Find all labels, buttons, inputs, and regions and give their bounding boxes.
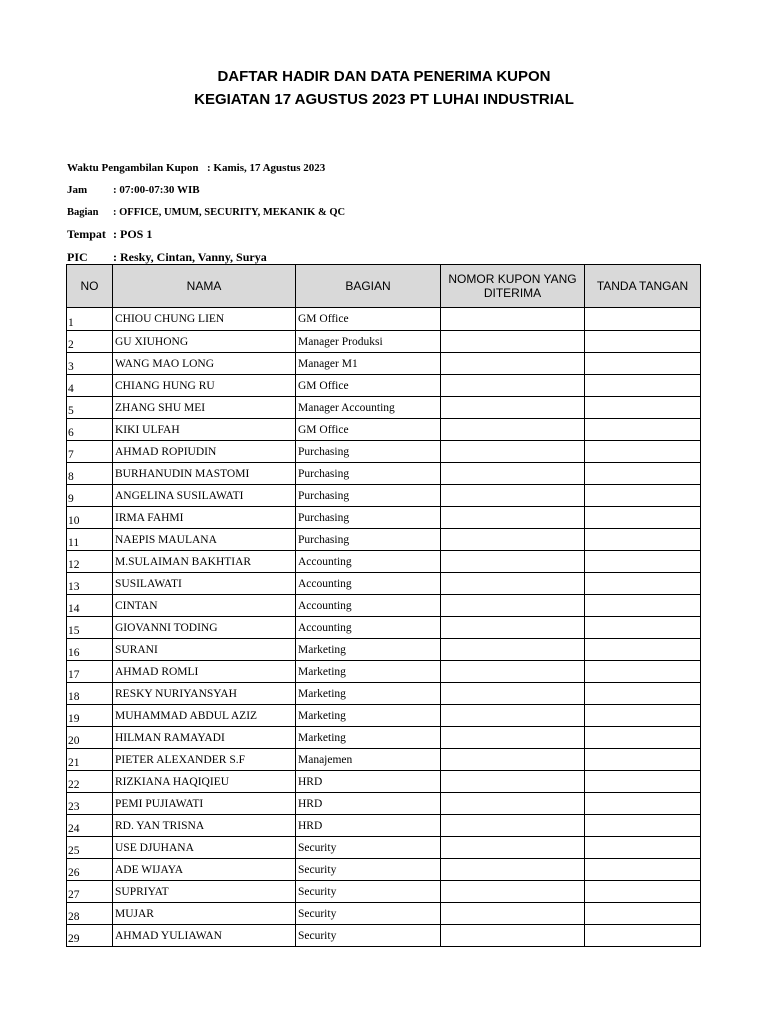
cell-nomor-kupon[interactable] bbox=[441, 683, 585, 705]
cell-nomor-kupon[interactable] bbox=[441, 771, 585, 793]
cell-nama: RD. YAN TRISNA bbox=[113, 815, 296, 837]
cell-no: 14 bbox=[67, 595, 113, 617]
cell-no: 24 bbox=[67, 815, 113, 837]
cell-tanda-tangan[interactable] bbox=[585, 903, 701, 925]
cell-no: 17 bbox=[67, 661, 113, 683]
cell-nomor-kupon[interactable] bbox=[441, 507, 585, 529]
info-bagian-value: : OFFICE, UMUM, SECURITY, MEKANIK & QC bbox=[113, 207, 346, 218]
table-row bbox=[67, 441, 701, 463]
cell-bagian: Purchasing bbox=[296, 485, 441, 507]
cell-tanda-tangan[interactable] bbox=[585, 859, 701, 881]
cell-tanda-tangan[interactable] bbox=[585, 375, 701, 397]
cell-nomor-kupon[interactable] bbox=[441, 815, 585, 837]
cell-nama: AHMAD ROMLI bbox=[113, 661, 296, 683]
cell-nomor-kupon[interactable] bbox=[441, 639, 585, 661]
header-nomor-kupon: NOMOR KUPON YANG DITERIMA bbox=[441, 265, 585, 308]
cell-bagian: Security bbox=[296, 837, 441, 859]
cell-no: 27 bbox=[67, 881, 113, 903]
cell-nomor-kupon[interactable] bbox=[441, 859, 585, 881]
cell-nomor-kupon[interactable] bbox=[441, 463, 585, 485]
cell-bagian: Accounting bbox=[296, 595, 441, 617]
cell-tanda-tangan[interactable] bbox=[585, 507, 701, 529]
cell-bagian: HRD bbox=[296, 771, 441, 793]
cell-bagian: Accounting bbox=[296, 617, 441, 639]
cell-tanda-tangan[interactable] bbox=[585, 705, 701, 727]
cell-no: 11 bbox=[67, 529, 113, 551]
cell-bagian: Purchasing bbox=[296, 463, 441, 485]
info-pic-label: PIC bbox=[67, 250, 88, 264]
cell-bagian: Marketing bbox=[296, 639, 441, 661]
cell-nama: SUSILAWATI bbox=[113, 573, 296, 595]
cell-bagian: GM Office bbox=[296, 308, 441, 331]
cell-nama: PEMI PUJIAWATI bbox=[113, 793, 296, 815]
cell-no: 18 bbox=[67, 683, 113, 705]
cell-tanda-tangan[interactable] bbox=[585, 815, 701, 837]
cell-no: 23 bbox=[67, 793, 113, 815]
cell-nama: SURANI bbox=[113, 639, 296, 661]
table-row bbox=[67, 463, 701, 485]
cell-no: 1 bbox=[67, 308, 113, 331]
table-row bbox=[67, 749, 701, 771]
table-row bbox=[67, 705, 701, 727]
cell-no: 2 bbox=[67, 331, 113, 353]
table-row bbox=[67, 793, 701, 815]
table-row bbox=[67, 771, 701, 793]
cell-no: 5 bbox=[67, 397, 113, 419]
cell-tanda-tangan[interactable] bbox=[585, 771, 701, 793]
cell-nama: PIETER ALEXANDER S.F bbox=[113, 749, 296, 771]
header-tanda-tangan: TANDA TANGAN bbox=[585, 265, 701, 308]
cell-bagian: Purchasing bbox=[296, 529, 441, 551]
info-tempat bbox=[67, 227, 152, 241]
cell-nomor-kupon[interactable] bbox=[441, 793, 585, 815]
table-row bbox=[67, 661, 701, 683]
cell-tanda-tangan[interactable] bbox=[585, 573, 701, 595]
cell-nama: SUPRIYAT bbox=[113, 881, 296, 903]
cell-tanda-tangan[interactable] bbox=[585, 837, 701, 859]
info-pic bbox=[67, 250, 267, 264]
cell-no: 25 bbox=[67, 837, 113, 859]
cell-bagian: Security bbox=[296, 881, 441, 903]
cell-tanda-tangan[interactable] bbox=[585, 661, 701, 683]
cell-bagian: Accounting bbox=[296, 573, 441, 595]
info-jam-value: : 07:00-07:30 WIB bbox=[113, 184, 200, 196]
cell-nomor-kupon[interactable] bbox=[441, 837, 585, 859]
table-row bbox=[67, 573, 701, 595]
cell-nomor-kupon[interactable] bbox=[441, 881, 585, 903]
cell-nomor-kupon[interactable] bbox=[441, 573, 585, 595]
info-jam bbox=[67, 183, 200, 197]
info-jam-label: Jam bbox=[67, 184, 88, 196]
cell-bagian: Security bbox=[296, 903, 441, 925]
cell-nama: M.SULAIMAN BAKHTIAR bbox=[113, 551, 296, 573]
cell-no: 19 bbox=[67, 705, 113, 727]
table-row bbox=[67, 595, 701, 617]
header-nama: NAMA bbox=[113, 265, 296, 308]
cell-nama: GIOVANNI TODING bbox=[113, 617, 296, 639]
table-row bbox=[67, 881, 701, 903]
header-bagian: BAGIAN bbox=[296, 265, 441, 308]
table-row bbox=[67, 353, 701, 375]
cell-tanda-tangan[interactable] bbox=[585, 881, 701, 903]
cell-no: 22 bbox=[67, 771, 113, 793]
cell-tanda-tangan[interactable] bbox=[585, 727, 701, 749]
cell-no: 13 bbox=[67, 573, 113, 595]
cell-bagian: Purchasing bbox=[296, 507, 441, 529]
cell-tanda-tangan[interactable] bbox=[585, 397, 701, 419]
cell-tanda-tangan[interactable] bbox=[585, 683, 701, 705]
cell-nama: IRMA FAHMI bbox=[113, 507, 296, 529]
table-row bbox=[67, 308, 701, 331]
cell-nama: ADE WIJAYA bbox=[113, 859, 296, 881]
cell-nama: AHMAD ROPIUDIN bbox=[113, 441, 296, 463]
cell-no: 15 bbox=[67, 617, 113, 639]
cell-nama: CINTAN bbox=[113, 595, 296, 617]
table-row bbox=[67, 617, 701, 639]
cell-nomor-kupon[interactable] bbox=[441, 331, 585, 353]
table-row bbox=[67, 419, 701, 441]
cell-nama: MUJAR bbox=[113, 903, 296, 925]
cell-nomor-kupon[interactable] bbox=[441, 375, 585, 397]
cell-nomor-kupon[interactable] bbox=[441, 441, 585, 463]
cell-nomor-kupon[interactable] bbox=[441, 727, 585, 749]
cell-tanda-tangan[interactable] bbox=[585, 639, 701, 661]
cell-nomor-kupon[interactable] bbox=[441, 903, 585, 925]
cell-bagian: Manager Produksi bbox=[296, 331, 441, 353]
cell-no: 7 bbox=[67, 441, 113, 463]
table-row bbox=[67, 859, 701, 881]
cell-tanda-tangan[interactable] bbox=[585, 925, 701, 947]
attendance-table bbox=[66, 264, 701, 947]
cell-bagian: HRD bbox=[296, 815, 441, 837]
table-row bbox=[67, 727, 701, 749]
cell-tanda-tangan[interactable] bbox=[585, 551, 701, 573]
cell-nomor-kupon[interactable] bbox=[441, 485, 585, 507]
info-waktu-label: Waktu Pengambilan Kupon bbox=[67, 162, 199, 174]
cell-nama: AHMAD YULIAWAN bbox=[113, 925, 296, 947]
cell-no: 8 bbox=[67, 463, 113, 485]
info-waktu bbox=[67, 161, 325, 175]
cell-bagian: Manager Accounting bbox=[296, 397, 441, 419]
cell-nomor-kupon[interactable] bbox=[441, 749, 585, 771]
table-row bbox=[67, 683, 701, 705]
cell-tanda-tangan[interactable] bbox=[585, 308, 701, 331]
cell-tanda-tangan[interactable] bbox=[585, 463, 701, 485]
cell-nama: RIZKIANA HAQIQIEU bbox=[113, 771, 296, 793]
table-body bbox=[67, 308, 701, 947]
cell-nomor-kupon[interactable] bbox=[441, 595, 585, 617]
cell-tanda-tangan[interactable] bbox=[585, 485, 701, 507]
cell-nomor-kupon[interactable] bbox=[441, 551, 585, 573]
cell-tanda-tangan[interactable] bbox=[585, 331, 701, 353]
cell-tanda-tangan[interactable] bbox=[585, 749, 701, 771]
info-waktu-value: : Kamis, 17 Agustus 2023 bbox=[207, 162, 326, 174]
table-row bbox=[67, 551, 701, 573]
cell-nomor-kupon[interactable] bbox=[441, 397, 585, 419]
cell-tanda-tangan[interactable] bbox=[585, 441, 701, 463]
table-row bbox=[67, 397, 701, 419]
cell-no: 12 bbox=[67, 551, 113, 573]
cell-bagian: GM Office bbox=[296, 375, 441, 397]
table-row bbox=[67, 903, 701, 925]
table-row bbox=[67, 639, 701, 661]
cell-tanda-tangan[interactable] bbox=[585, 617, 701, 639]
table-header-row bbox=[67, 265, 701, 308]
cell-nama: MUHAMMAD ABDUL AZIZ bbox=[113, 705, 296, 727]
cell-nomor-kupon[interactable] bbox=[441, 705, 585, 727]
info-bagian bbox=[67, 206, 345, 220]
cell-no: 4 bbox=[67, 375, 113, 397]
table-row bbox=[67, 331, 701, 353]
info-pic-value: : Resky, Cintan, Vanny, Surya bbox=[113, 250, 267, 264]
document-title-line-1: DAFTAR HADIR DAN DATA PENERIMA KUPON bbox=[217, 68, 551, 85]
cell-bagian: Marketing bbox=[296, 705, 441, 727]
cell-nama: KIKI ULFAH bbox=[113, 419, 296, 441]
table-row bbox=[67, 485, 701, 507]
info-tempat-label: Tempat bbox=[67, 227, 106, 241]
info-bagian-label: Bagian bbox=[67, 207, 99, 218]
cell-bagian: Marketing bbox=[296, 661, 441, 683]
header-no: NO bbox=[67, 265, 113, 308]
cell-nomor-kupon[interactable] bbox=[441, 308, 585, 331]
cell-no: 10 bbox=[67, 507, 113, 529]
cell-nama: NAEPIS MAULANA bbox=[113, 529, 296, 551]
info-tempat-value: : POS 1 bbox=[113, 227, 153, 241]
cell-tanda-tangan[interactable] bbox=[585, 353, 701, 375]
table-row bbox=[67, 815, 701, 837]
cell-nomor-kupon[interactable] bbox=[441, 419, 585, 441]
cell-nomor-kupon[interactable] bbox=[441, 925, 585, 947]
cell-nama: WANG MAO LONG bbox=[113, 353, 296, 375]
cell-bagian: Manajemen bbox=[296, 749, 441, 771]
cell-bagian: Security bbox=[296, 925, 441, 947]
table-row bbox=[67, 375, 701, 397]
table-row bbox=[67, 529, 701, 551]
cell-bagian: HRD bbox=[296, 793, 441, 815]
cell-bagian: Security bbox=[296, 859, 441, 881]
cell-nama: RESKY NURIYANSYAH bbox=[113, 683, 296, 705]
cell-nomor-kupon[interactable] bbox=[441, 529, 585, 551]
cell-nama: ZHANG SHU MEI bbox=[113, 397, 296, 419]
cell-bagian: Marketing bbox=[296, 683, 441, 705]
cell-bagian: Accounting bbox=[296, 551, 441, 573]
document-title-line-2: KEGIATAN 17 AGUSTUS 2023 PT LUHAI INDUSTRIAL bbox=[194, 91, 574, 108]
cell-nama: USE DJUHANA bbox=[113, 837, 296, 859]
cell-no: 21 bbox=[67, 749, 113, 771]
cell-nama: GU XIUHONG bbox=[113, 331, 296, 353]
table-row bbox=[67, 507, 701, 529]
cell-no: 28 bbox=[67, 903, 113, 925]
table-row bbox=[67, 837, 701, 859]
cell-nama: BURHANUDIN MASTOMI bbox=[113, 463, 296, 485]
cell-bagian: Marketing bbox=[296, 727, 441, 749]
cell-no: 16 bbox=[67, 639, 113, 661]
cell-tanda-tangan[interactable] bbox=[585, 595, 701, 617]
cell-nama: ANGELINA SUSILAWATI bbox=[113, 485, 296, 507]
cell-bagian: GM Office bbox=[296, 419, 441, 441]
cell-bagian: Purchasing bbox=[296, 441, 441, 463]
table-row bbox=[67, 925, 701, 947]
cell-nomor-kupon[interactable] bbox=[441, 353, 585, 375]
cell-nomor-kupon[interactable] bbox=[441, 661, 585, 683]
cell-no: 9 bbox=[67, 485, 113, 507]
cell-tanda-tangan[interactable] bbox=[585, 529, 701, 551]
cell-bagian: Manager M1 bbox=[296, 353, 441, 375]
cell-tanda-tangan[interactable] bbox=[585, 419, 701, 441]
cell-no: 20 bbox=[67, 727, 113, 749]
cell-nama: CHIOU CHUNG LIEN bbox=[113, 308, 296, 331]
cell-no: 6 bbox=[67, 419, 113, 441]
cell-nama: HILMAN RAMAYADI bbox=[113, 727, 296, 749]
cell-tanda-tangan[interactable] bbox=[585, 793, 701, 815]
cell-nomor-kupon[interactable] bbox=[441, 617, 585, 639]
cell-no: 29 bbox=[67, 925, 113, 947]
cell-no: 26 bbox=[67, 859, 113, 881]
cell-no: 3 bbox=[67, 353, 113, 375]
cell-nama: CHIANG HUNG RU bbox=[113, 375, 296, 397]
